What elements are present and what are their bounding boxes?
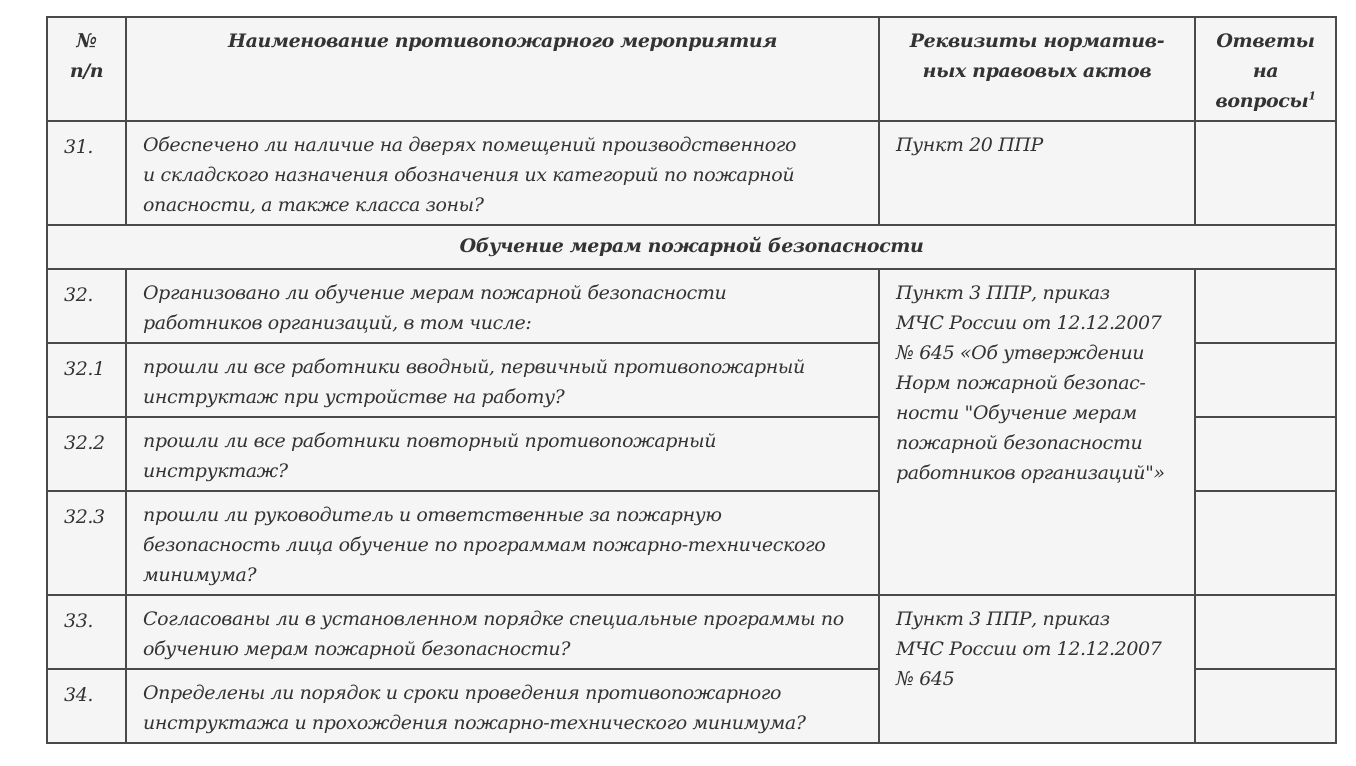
row-question [126,269,879,343]
column-header-number [47,17,126,121]
header-ans-line3 [1196,86,1335,116]
header-ref-line1: Реквизиты норматив- [909,30,1165,52]
reference-line: МЧС России от 12.12.2007 [896,638,1162,660]
header-ref-line2: ных правовых актов [922,60,1152,82]
row-reference: Пункт 20 ППР [879,121,1195,225]
reference-line: работников организаций"» [896,462,1165,484]
row-number: 32.3 [47,491,126,595]
checklist-sheet [46,16,1335,734]
row-question [126,595,879,669]
reference-line: Пункт 3 ППР, приказ [896,608,1110,630]
table-row-31 [47,121,1336,225]
reference-line: № 645 «Об утверждении [896,342,1145,364]
table-row-32 [47,269,1336,343]
question-line: инструктаж при устройстве на работу? [143,386,565,408]
question-line: Обеспечено ли наличие на дверях помещений производственного [143,134,797,156]
answer-cell[interactable] [1195,669,1336,743]
question-line: опасности, а также класса зоны? [143,194,484,216]
row-question [126,491,879,595]
question-line: минимума? [143,564,257,586]
question-line: инструктажа и прохождения пожарно-технического минимума? [143,712,806,734]
reference-line: № 645 [896,668,955,690]
header-num-line1: № [76,30,97,52]
table-row-33 [47,595,1336,669]
question-line: работников организаций, в том числе: [143,312,532,334]
question-line: прошли ли все работники вводный, первичный противопожарный [143,356,805,378]
fire-safety-checklist-table [46,16,1337,744]
row-number: 32.1 [47,343,126,417]
header-ans-line1: Ответы [1216,30,1315,52]
section-title: Обучение мерам пожарной безопасности [47,225,1336,269]
column-header-legal-references [879,17,1195,121]
answer-cell[interactable] [1195,417,1336,491]
row-question [126,343,879,417]
question-line: обучению мерам пожарной безопасности? [143,638,570,660]
row-question [126,121,879,225]
reference-line: ности "Обучение мерам [896,402,1137,424]
row-reference-33 [879,595,1195,743]
answer-cell[interactable] [1195,595,1336,669]
question-line: инструктаж? [143,460,288,482]
header-row [47,17,1336,121]
footnote-marker: 1 [1308,89,1316,103]
column-header-name [126,17,879,121]
header-name-text: Наименование противопожарного мероприятия [228,30,777,52]
row-number: 32.2 [47,417,126,491]
answer-cell[interactable] [1195,269,1336,343]
question-line: прошли ли руководитель и ответственные за пожарную [143,504,722,526]
header-ans-text: вопросы [1215,90,1309,112]
row-reference-32 [879,269,1195,595]
question-line: прошли ли все работники повторный противопожарный [143,430,717,452]
section-row [47,225,1336,269]
reference-line: Норм пожарной безопас- [896,372,1146,394]
question-line: Организовано ли обучение мерам пожарной безопасности [143,282,727,304]
reference-line: Пункт 3 ППР, приказ [896,282,1110,304]
row-number: 31. [47,121,126,225]
row-number: 34. [47,669,126,743]
row-question [126,669,879,743]
header-num-line2: п/п [69,60,104,82]
reference-line: МЧС России от 12.12.2007 [896,312,1162,334]
reference-line: пожарной безопасности [896,432,1143,454]
question-line: Согласованы ли в установленном порядке специальные программы по [143,608,844,630]
answer-cell[interactable] [1195,343,1336,417]
row-question [126,417,879,491]
column-header-answers [1195,17,1336,121]
row-number: 33. [47,595,126,669]
answer-cell[interactable] [1195,491,1336,595]
answer-cell[interactable] [1195,121,1336,225]
header-ans-line2: на [1252,60,1279,82]
question-line: безопасность лица обучение по программам пожарно-технического [143,534,826,556]
question-line: и складского назначения обозначения их категорий по пожарной [143,164,795,186]
question-line: Определены ли порядок и сроки проведения противопожарного [143,682,782,704]
row-number: 32. [47,269,126,343]
